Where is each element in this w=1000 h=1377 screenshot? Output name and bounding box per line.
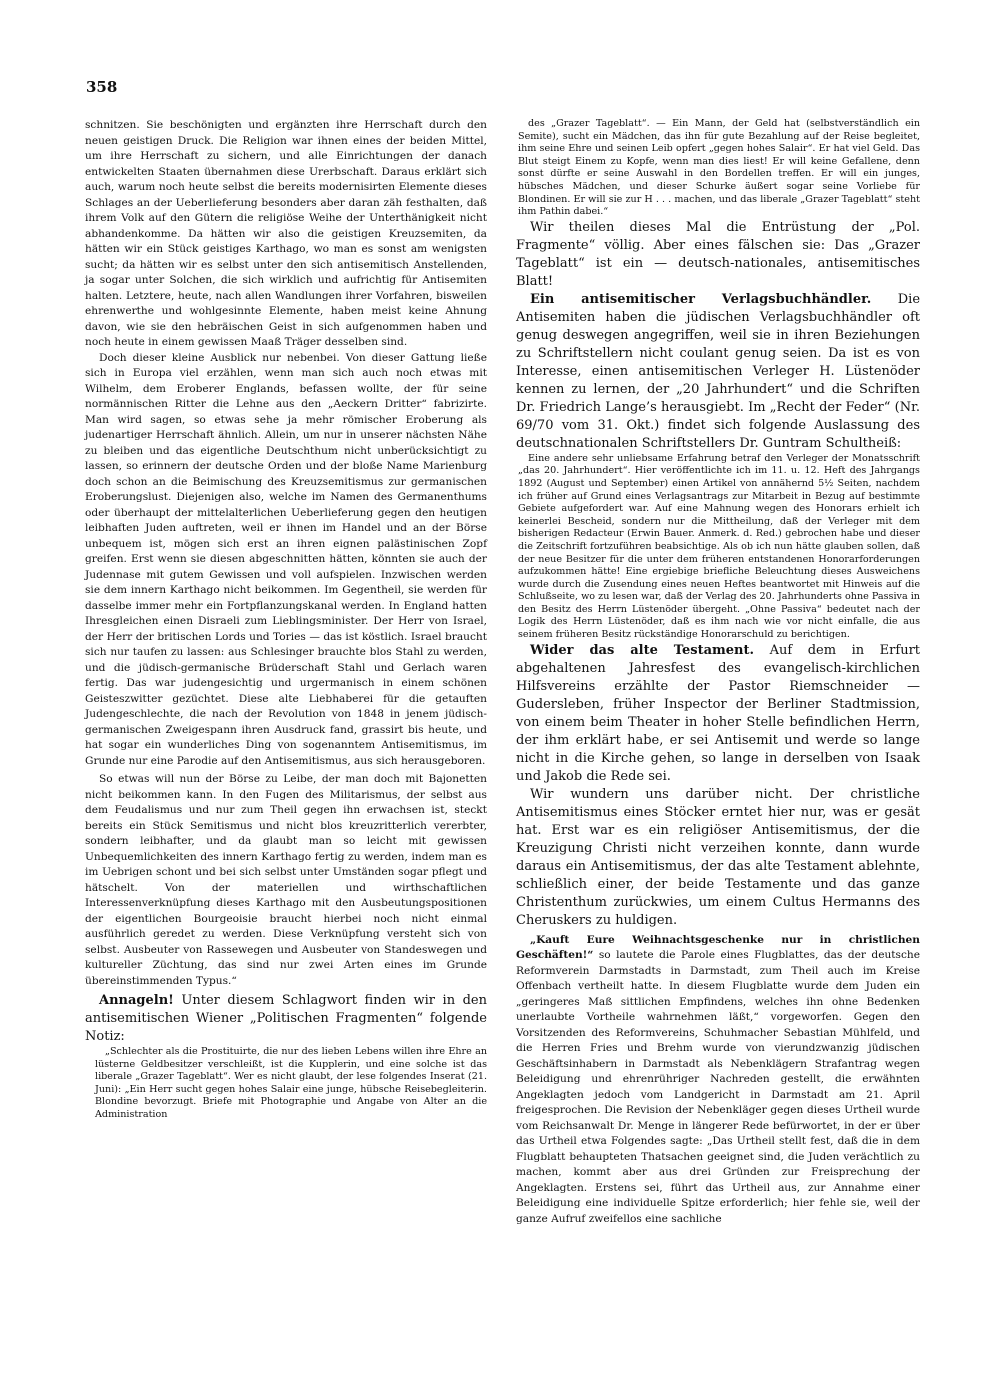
article-paragraph: Wir wundern uns darüber nicht. Der christliche Antisemitismus eines Stöcker erntet hier nur, was er gesät hat. Erst war es ein religiöser Antisemitismus, der die Kreuzigung Christi nicht verzeihen konnte, dann wurde daraus ein Antisemitismus, der das alte Testament ablehnte, schließlich einer, der beide Testamente und das ganze Christenthum zurückwies, um einem Cultus Hermanns des Cheruskers zu huldigen. bbox=[516, 786, 920, 928]
left-column bbox=[85, 118, 487, 1122]
quote-text: Eine andere sehr unliebsame Erfahrung betraf den Verleger der Monatsschrift „das 20. Jahrhundert“. Hier veröffentlichte ich im 11. u. 12. Heft des Jahrgangs 1892 (August und September) einen Artikel von annähernd 5½ Seiten, nachdem ich früher auf Grund eines Verlagsantrags zur Mitarbeit in Bezug auf bestimmte Gebiete aufgefordert war. Auf eine Mahnung wegen des Honorars erhielt ich keinerlei Bescheid, sondern nur die Mittheilung, daß der Verleger mit dem bisherigen Redacteur (Erwin Bauer. Anmerk. d. Red.) gebrochen habe und dieser die Zeitschrift fortzuführen beabsichtige. Als ob ich nun hätte glauben sollen, daß der neue Besitzer für die unter dem früheren entstandenen Honorarforderungen aufzukommen hätte! Eine ergiebige briefliche Beleuchtung dieses Ausweichens wurde durch die Zusendung eines neuen Heftes beantwortet mit Hinweis auf die Schlußseite, wo zu lesen war, daß der Verlag des 20. Jahrhunderts ohne Passiva in den Besitz des Herrn Lüstenöder übergeht. „Ohne Passiva“ bedeutet nach der Logik des Herrn Lüstenöder, daß es ihm nach wie vor nicht einfalle, die aus seinem früheren Besitz rückständige Honorarschuld zu berichtigen. bbox=[518, 452, 920, 641]
article-paragraph: Doch dieser kleine Ausblick nur nebenbei. Von dieser Gattung ließe sich in Europa viel erzählen, wenn man sich auch noch etwas mit Wilhelm, dem Eroberer Englands, befassen wollte, der für seine normännischen Ritter die Lehne aus den „Aeckern Dritter“ fabrizirte. Man wird sagen, so etwas sehe ja mehr römischer Eroberung als judenartiger Herrschaft ähnlich. Allein, um nur in unserer nächsten Nähe zu bleiben und das eigentliche Deutschthum nicht unberücksichtigt zu lassen, so erinnern der deutsche Orden und der bloße Name Marienburg doch schon an die Beimischung des Kreuzsemitismus zur germanischen Eroberungslust. Diejenigen also, welche im Namen des Germanenthums oder überhaupt der mittelalterlichen Ueberlieferung gegen den heutigen leibhaften Juden auftreten, weil er ihnen im Handel und an der Börse unbequem ist, mögen sich erst an ihren eignen palästinischen Zopf greifen. Erst wenn sie diesen abgeschnitten hätten, könnten sie auch der Judennase mit gutem Gewissen und voll aufspielen. Inzwischen werden sie dem innern Karthago nicht beikommen. Im Gegentheil, sie werden für dasselbe immer mehr ein Fortpflanzungskanal werden. In England hatten Ihresgleichen einen Disraeli zum Lieblingsminister. Der Herr von Israel, der Herr der britischen Lords und Tories — das ist köstlich. Israel braucht sich nur taufen zu lassen: aus Schlesinger brauchte blos Stahl zu werden, und die jüdisch-germanische Brüderschaft Stahl und Gerlach waren fertig. Das war judengesichtig und urgermanisch in einem schönen Geisteszwitter gezüchtet. Diese alte Liebhaberei für die getauften Judengeschlechte, die nach der Revolution von 1848 in jenem jüdisch-germanischen Zweigespann ihren Ausdruck fand, grassirt bis heute, und hat sogar ein wunderliches Ding von sogenanntem Antisemitismus, im Grunde nur eine Parodie auf den Antisemitismus, aus sich herausgeboren. bbox=[85, 351, 487, 767]
kauft-section bbox=[516, 933, 920, 1228]
quote-text: des „Grazer Tageblatt“. — Ein Mann, der Geld hat (selbstverständlich ein Semite), sucht ein Mädchen, das ihn für gute Bezahlung auf der Reise begleitet, ihm seine Ehre und seinen Leib opfert „gegen hohes Salair“. Er hat viel Geld. Das Blut steigt Einem zu Kopfe, wenn man dies liest! Er will keine Gefallene, denn sonst dürfte er seine Auswahl in den Bordellen treffen. Er will ein junges, hübsches Mädchen, und dieser Schurke äußert sogar seine Vorliebe für Blondinen. Er will sie zur H . . . machen, und das liberale „Grazer Tageblatt“ steht ihm Pathin dabei.“ bbox=[518, 118, 920, 218]
quote-text: „Schlechter als die Prostituirte, die nur des lieben Lebens willen ihre Ehre an lüsterne Geldbesitzer verschleißt, ist die Kupplerin, und eine solche ist das liberale „Grazer Tageblatt“. Wer es nicht glaubt, der lese folgendes Inserat (21. Juni): „Ein Herr sucht gegen hohes Salair eine junge, hübsche Reisebegleiterin. Blondine bevorzugt. Briefe mit Photographie und Angabe von Alter an die Administration bbox=[95, 1046, 487, 1120]
section-heading-kauft: „Kauft Eure Weihnachtsgeschenke nur in christlichen Geschäften!“ bbox=[516, 933, 920, 962]
section-heading-wider: Wider das alte Testament. bbox=[530, 642, 755, 658]
annageln-section bbox=[85, 992, 487, 1046]
section-heading-annageln: Annageln! bbox=[99, 993, 174, 1008]
page-number: 358 bbox=[86, 78, 118, 96]
article-paragraph: So etwas will nun der Börse zu Leibe, der man doch mit Bajonetten nicht beikommen kann. In den Fugen des Militarismus, der selbst aus dem Feudalismus und nur zum Theil gegen ihn erwachsen ist, steckt bereits ein Stück Semitismus und nicht blos kreuzritterlich vererbter, sondern leibhafter, und da glaubt man so leicht mit gewissen Unbequemlichkeiten des innern Karthago fertig zu werden, indem man es im Uebrigen schont und bei sich selbst unter Umständen sogar pflegt und hätschelt. Von der materiellen und wirthschaftlichen Interessenverknüpfung dieses Karthago mit den Ausbeutungspositionen der eigentlichen Bourgeoisie braucht hierbei noch nicht einmal ausführlich geredet zu werden. Diese Verknüpfung versteht sich von selbst. Ausbeuter von Rassewegen und Ausbeuter von Standeswegen und kultureller Züchtung, das sind nur zwei Arten eines im Grunde übereinstimmenden Typus.“ bbox=[85, 773, 487, 987]
right-column bbox=[516, 118, 920, 1227]
quoted-letter bbox=[516, 453, 920, 642]
section-text: so lautete die Parole eines Flugblattes, das der deutsche Reformverein Darmstadts in Darmstadt, zum Theil auch im Kreise Offenbach vertheilt hatte. In diesem Flugblatte wurde dem Juden ein „geringeres Maß sittlichen Empfindens, welches ihn ohne Bedenken unerlaubte Vortheile wahrnehmen läßt,“ vorgeworfen. Gegen den Vorsitzenden des Reformvereins, Schuhmacher Sebastian Mühlfeld, und die Herren Fries und Brehm wurde von vierundzwanzig jüdischen Geschäftsinhabern in Darmstadt als Nebenklägern Strafantrag wegen Beleidigung und ehrenrühriger Nachreden gestellt, die erwähnten Angeklagten jedoch vom Landgericht in Darmstadt am 21. April freigesprochen. Die Revision der Nebenkläger gegen dieses Urtheil wurde vom Reichsanwalt Dr. Menge in längerer Rede befürwortet, in der er über das Urtheil etwa Folgendes sagte: „Das Urtheil stellt fest, daß die in dem Flugblatt behaupteten Thatsachen geeignet sind, die Juden verächtlich zu machen, kommt aber aus drei Gründen zur Freisprechung der Angeklagten. Erstens sei, führt das Urtheil aus, zur Annahme einer Beleidigung eine individuelle Spitze erforderlich; hier fehle sie, weil der ganze Aufruf zweifellos eine sachliche bbox=[516, 949, 920, 1225]
wider-section bbox=[516, 642, 920, 786]
quoted-notice bbox=[85, 1046, 487, 1122]
verlag-section bbox=[516, 291, 920, 453]
section-text: Auf dem in Erfurt abgehaltenen Jahresfest des evangelisch-kirchlichen Hilfsvereins erzählte der Pastor Riemschneider — Gudersleben, früher Inspector der Berliner Stadtmission, von einem beim Theater in hoher Stelle befindlichen Herrn, der ihm erklärt habe, er sei Antisemit und werde so lange nicht in die Kirche gehen, so lange in derselben von Isaak und Jakob die Rede sei. bbox=[516, 642, 921, 784]
section-text: Die Antisemiten haben die jüdischen Verlagsbuchhändler oft genug deswegen angegriffen, weil sie in ihren Beziehungen zu Schriftstellern nicht coulant genug seien. Da ist es von Interesse, einen antisemitischen Verleger H. Lüstenöder kennen zu lernen, der „20 Jahrhundert“ und die Schriften Dr. Friedrich Lange’s herausgiebt. Im „Recht der Feder“ (Nr. 69/70 vom 31. Okt.) findet sich folgende Auslassung des deutschnationalen Schriftstellers Dr. Guntram Schultheiß: bbox=[516, 291, 921, 451]
quoted-notice-continued bbox=[516, 118, 920, 219]
article-paragraph: Wir theilen dieses Mal die Entrüstung der „Pol. Fragmente“ völlig. Aber eines fälschen sie: Das „Grazer Tageblatt“ ist ein — deutsch-nationales, antisemitisches Blatt! bbox=[516, 219, 920, 289]
article-paragraph: schnitzen. Sie beschönigten und ergänzten ihre Herrschaft durch den neuen geistigen Druck. Die Religion war ihnen eines der beiden Mittel, um ihre Herrschaft zu sichern, und alle Einrichtungen der danach entwickelten Staaten übernahmen diese Urerbschaft. Daraus erklärt sich auch, warum noch heute selbst die bereits modernisirten Elemente dieses Schlages an der Ueberlieferung besonders aber daran zäh festhalten, daß ihrem Volk auf den Gütern die religiöse Weihe der Unterthänigkeit nicht abhandenkomme. Da hätten wir also die geistigen Kreuzsemiten, da hätten wir ein Stück geistiges Karthago, wo man es sonst am wenigsten sucht; da hätten wir es selbst unter den sich antisemitisch Anstellenden, ja sogar unter Solchen, die sich wirklich und aufrichtig für Antisemiten halten. Letztere, heute, nach allen Wandlungen ihrer Vorfahren, bisweilen ehrenwerthe und wohlgesinnte Elemente, haben meist keine Ahnung davon, wie sie den hebräischen Geist in sich aufgenommen haben und noch heute in einem gewissen Maaß Träger desselben sind. bbox=[85, 119, 487, 348]
section-text: Unter diesem Schlagwort finden wir in den antisemitischen Wiener „Politischen Fragmenten“ folgende Notiz: bbox=[85, 993, 487, 1044]
section-heading-verlag: Ein antisemitischer Verlagsbuchhändler. bbox=[530, 291, 872, 307]
